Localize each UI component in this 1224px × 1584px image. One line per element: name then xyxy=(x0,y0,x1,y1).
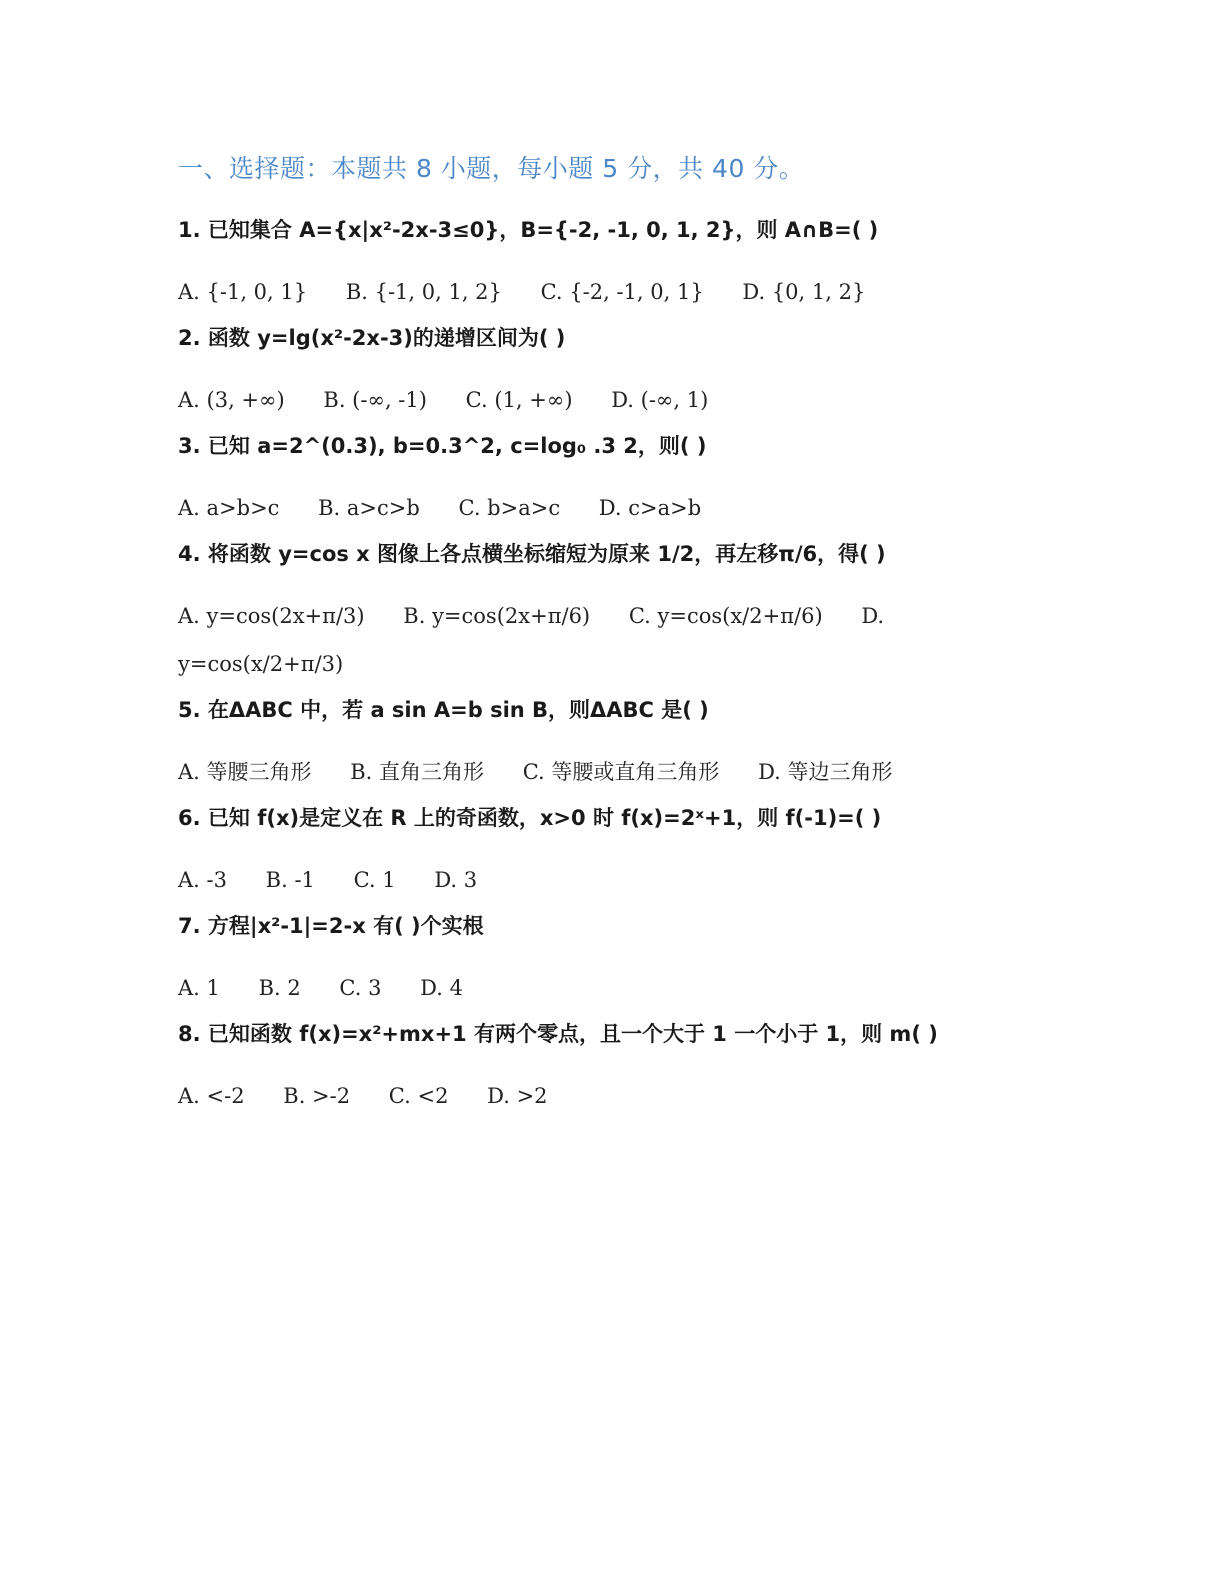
option-d: D. {0, 1, 2} xyxy=(742,280,866,304)
option-d: D. c>a>b xyxy=(598,496,702,520)
option-c: C. 3 xyxy=(339,976,382,1000)
option-c: C. <2 xyxy=(388,1084,449,1108)
question-5 xyxy=(178,694,1078,796)
question-options xyxy=(178,268,1078,316)
option-c: C. y=cos(x/2+π/6) xyxy=(628,604,823,628)
question-2 xyxy=(178,322,1078,424)
question-4 xyxy=(178,538,1078,688)
option-b: B. -1 xyxy=(265,868,315,892)
question-6 xyxy=(178,802,1078,904)
document-page xyxy=(178,150,1078,1126)
option-a: A. {-1, 0, 1} xyxy=(178,280,308,304)
question-options xyxy=(178,376,1078,424)
question-stem: 6. 已知 f(x)是定义在 R 上的奇函数，x>0 时 f(x)=2ˣ+1，则 f(-1)=( ) xyxy=(178,806,882,830)
question-stem: 7. 方程|x²-1|=2-x 有( )个实根 xyxy=(178,914,484,938)
option-c: C. (1, +∞) xyxy=(465,388,573,412)
option-b: B. y=cos(2x+π/6) xyxy=(403,604,591,628)
section-title: 一、选择题：本题共 8 小题，每小题 5 分，共 40 分。 xyxy=(178,154,805,183)
question-options xyxy=(178,1072,1078,1120)
question-stem: 2. 函数 y=lg(x²-2x-3)的递增区间为( ) xyxy=(178,326,566,350)
option-a: A. 1 xyxy=(178,976,220,1000)
option-d: D. >2 xyxy=(487,1084,548,1108)
question-stem: 1. 已知集合 A={x|x²-2x-3≤0}，B={-2, -1, 0, 1, 2}，则 A∩B=( ) xyxy=(178,218,879,242)
option-b: B. {-1, 0, 1, 2} xyxy=(345,280,502,304)
option-a: A. <-2 xyxy=(178,1084,245,1108)
option-b: B. a>c>b xyxy=(318,496,420,520)
option-c: C. {-2, -1, 0, 1} xyxy=(540,280,704,304)
question-stem: 4. 将函数 y=cos x 图像上各点横坐标缩短为原来 1/2，再左移π/6，得( ) xyxy=(178,542,886,566)
option-b: B. 直角三角形 xyxy=(350,760,485,784)
option-b: B. >-2 xyxy=(283,1084,351,1108)
question-stem: 3. 已知 a=2^(0.3), b=0.3^2, c=log₀ .3 2，则( ) xyxy=(178,434,707,458)
option-d: D. (-∞, 1) xyxy=(611,388,709,412)
question-stem: 8. 已知函数 f(x)=x²+mx+1 有两个零点，且一个大于 1 一个小于 1，则 m( ) xyxy=(178,1022,938,1046)
question-1 xyxy=(178,214,1078,316)
option-a: A. a>b>c xyxy=(178,496,280,520)
question-options xyxy=(178,484,1078,532)
option-d: D. 等边三角形 xyxy=(758,760,893,784)
question-7 xyxy=(178,910,1078,1012)
option-a: A. y=cos(2x+π/3) xyxy=(178,604,365,628)
question-stem: 5. 在ΔABC 中，若 a sin A=b sin B，则ΔABC 是( ) xyxy=(178,698,709,722)
option-c: C. b>a>c xyxy=(458,496,561,520)
question-8 xyxy=(178,1018,1078,1120)
option-d: D. 4 xyxy=(420,976,463,1000)
option-a: A. 等腰三角形 xyxy=(178,760,312,784)
option-d: D. y=cos(x/2+π/3) xyxy=(178,604,885,676)
option-c: C. 1 xyxy=(353,868,396,892)
question-3 xyxy=(178,430,1078,532)
option-a: A. (3, +∞) xyxy=(178,388,285,412)
option-a: A. -3 xyxy=(178,868,227,892)
option-b: B. 2 xyxy=(258,976,301,1000)
option-b: B. (-∞, -1) xyxy=(323,388,427,412)
question-options xyxy=(178,748,1078,796)
question-options xyxy=(178,964,1078,1012)
option-c: C. 等腰或直角三角形 xyxy=(522,760,720,784)
question-options xyxy=(178,592,898,688)
question-options xyxy=(178,856,1078,904)
option-d: D. 3 xyxy=(434,868,478,892)
